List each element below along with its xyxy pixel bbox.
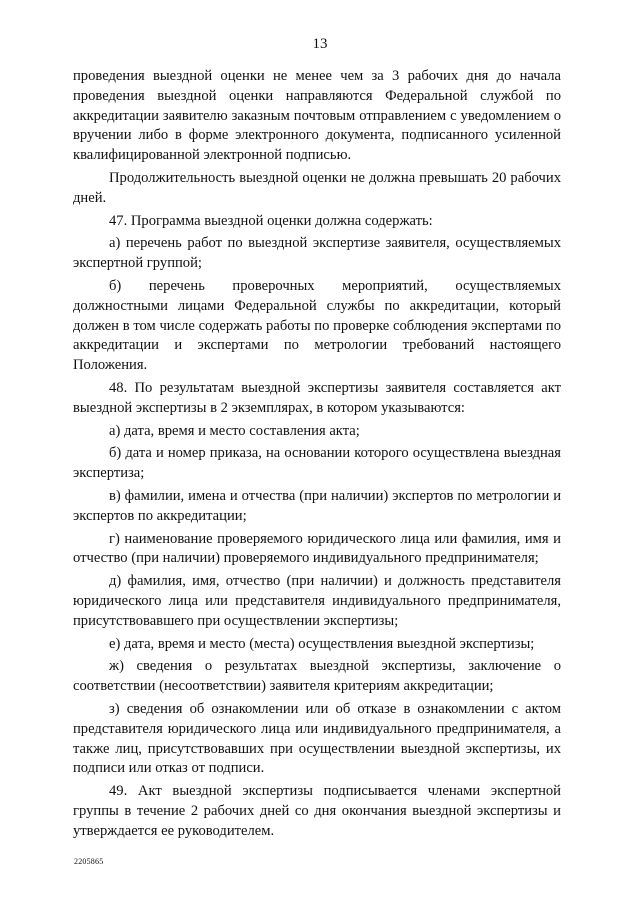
- clause-48-item-g: г) наименование проверяемого юридического лица или фамилия, имя и отчество (при наличии) проверяемого индивидуального предпринимателя;: [73, 530, 561, 567]
- clause-48: 48. По результатам выездной экспертизы заявителя составляется акт выездной экспертизы в 2 экземплярах, в котором указываются:: [73, 379, 561, 416]
- clause-48-item-a: а) дата, время и место составления акта;: [109, 422, 360, 439]
- clause-47-item-b: б) перечень проверочных мероприятий, осуществляемых должностными лицами Федеральной службы по аккредитации, который должен в том числе содержать работы по проверке соблюдения экспертами по аккредитации и экспертами по метрологии требований настоящего Положения.: [73, 277, 561, 374]
- clause-47: 47. Программа выездной оценки должна содержать:: [109, 212, 433, 229]
- clause-49: 49. Акт выездной экспертизы подписывается членами экспертной группы в течение 2 рабочих дней со дня окончания выездной экспертизы и утверждается ее руководителем.: [73, 783, 561, 839]
- clause-48-item-v: в) фамилии, имена и отчества (при наличии) экспертов по метрологии и экспертов по аккредитации;: [73, 487, 561, 524]
- paragraph-continuation: проведения выездной оценки не менее чем за 3 рабочих дня до начала проведения выездной оценки направляются Федеральной службой по аккредитации заявителю заказным почтовым отправлением с уведомлением о вручении либо в форме электронного документа, подписанного усиленной квалифицированной электронной подписью.: [73, 68, 561, 164]
- document-code: 2205865: [74, 857, 104, 866]
- clause-48-item-d: д) фамилия, имя, отчество (при наличии) и должность представителя юридического лица или представителя индивидуального предпринимателя, присутствовавшего при осуществлении экспертизы;: [73, 573, 561, 629]
- paragraph-duration: Продолжительность выездной оценки не должна превышать 20 рабочих дней.: [73, 169, 561, 206]
- document-body: [73, 67, 561, 844]
- clause-47-item-a: а) перечень работ по выездной экспертизе заявителя, осуществляемых экспертной группой;: [73, 235, 561, 272]
- clause-48-item-b: б) дата и номер приказа, на основании которого осуществлена выездная экспертиза;: [73, 445, 561, 482]
- page-number: 13: [312, 36, 328, 52]
- clause-48-item-z: з) сведения об ознакомлении или об отказе в ознакомлении с актом представителя юридического лица или индивидуального предпринимателя, а также лиц, присутствовавших при осуществлении выездной экспертизы, их подписи или отказ от подписи.: [73, 700, 561, 777]
- clause-48-item-e: е) дата, время и место (места) осуществления выездной экспертизы;: [109, 635, 535, 652]
- clause-48-item-zh: ж) сведения о результатах выездной экспертизы, заключение о соответствии (несоответствии) заявителя критериям аккредитации;: [73, 658, 561, 695]
